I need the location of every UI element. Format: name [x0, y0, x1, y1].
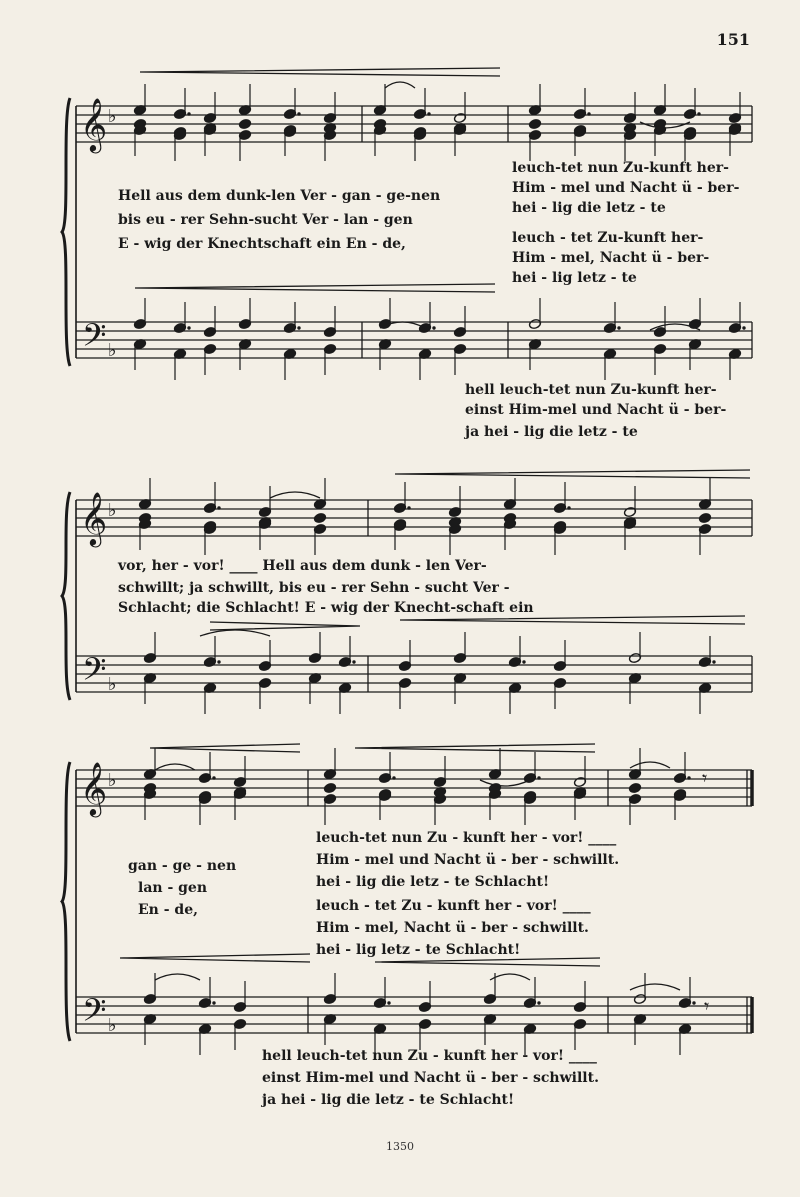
note-dot	[217, 660, 220, 663]
note-dot	[587, 112, 590, 115]
note-dot	[387, 1001, 390, 1004]
lyric-line: leuch - tet Zu - kunft her - vor! ____	[316, 898, 591, 914]
note-head	[313, 512, 326, 523]
lyric-line: Schlacht; die Schlacht! E - wig der Knecht-schaft ein	[118, 600, 534, 616]
lyric-line: bis eu - rer Sehn-sucht Ver - lan - gen	[118, 212, 413, 228]
bass-clef: 𝄢	[82, 992, 107, 1036]
note-dot	[212, 1001, 215, 1004]
slur	[155, 974, 200, 980]
note-dot	[522, 660, 525, 663]
lyric-line: Him - mel, Nacht ü - ber-	[512, 250, 710, 266]
note-dot	[617, 326, 620, 329]
slur	[630, 984, 680, 990]
slur	[490, 974, 530, 980]
bass-clef: 𝄢	[82, 651, 107, 695]
lyric-line: ja hei - lig die letz - te Schlacht!	[262, 1092, 515, 1108]
key-flat: ♭	[108, 674, 117, 695]
slur	[630, 762, 670, 768]
page-number: 151	[716, 30, 750, 49]
eighth-rest: 𝄾	[704, 994, 710, 1018]
note-head	[698, 512, 711, 523]
note-dot	[712, 660, 715, 663]
lyric-line: Him - mel, Nacht ü - ber - schwillt.	[316, 920, 589, 936]
note-dot	[297, 112, 300, 115]
hairpin	[140, 68, 500, 76]
note-dot	[432, 326, 435, 329]
bass-clef: 𝄢	[82, 317, 107, 361]
hairpin	[355, 744, 595, 752]
lyric-line: hei - lig letz - te	[512, 270, 637, 286]
note-dot	[687, 776, 690, 779]
lyric-line: einst Him-mel und Nacht ü - ber-	[465, 402, 727, 418]
slur	[270, 492, 320, 498]
key-flat: ♭	[108, 500, 117, 521]
note-head	[528, 118, 541, 129]
lyric-line: leuch-tet nun Zu-kunft her-	[512, 160, 729, 176]
system-brace	[62, 762, 70, 1041]
note-dot	[427, 112, 430, 115]
lyric-line: hell leuch-tet nun Zu - kunft her - vor! ____	[262, 1048, 597, 1064]
lyric-line: gan - ge - nen	[128, 858, 237, 874]
hairpin	[210, 622, 360, 630]
lyric-line: hei - lig letz - te Schlacht!	[316, 942, 521, 958]
note-dot	[392, 776, 395, 779]
note-dot	[567, 506, 570, 509]
lyric-line: hell leuch-tet nun Zu-kunft her-	[465, 382, 717, 398]
hairpin	[120, 954, 310, 962]
note-dot	[297, 326, 300, 329]
note-dot	[742, 326, 745, 329]
note-dot	[407, 506, 410, 509]
note-dot	[187, 326, 190, 329]
lyric-line: Hell aus dem dunk-len Ver - gan - ge-nen	[118, 188, 441, 204]
footer-code: 1350	[386, 1140, 414, 1153]
lyric-line: leuch-tet nun Zu - kunft her - vor! ____	[316, 830, 617, 846]
treble-clef: 𝄞	[80, 761, 108, 815]
note-dot	[212, 776, 215, 779]
hairpin	[150, 744, 300, 752]
hairpin	[135, 284, 495, 292]
treble-clef: 𝄞	[80, 491, 108, 545]
lyric-line: leuch - tet Zu-kunft her-	[512, 230, 704, 246]
note-head	[323, 782, 336, 793]
note-dot	[692, 1001, 695, 1004]
note-dot	[187, 112, 190, 115]
key-flat: ♭	[108, 770, 117, 791]
lyric-line: schwillt; ja schwillt, bis eu - rer Sehn - sucht Ver -	[118, 580, 510, 596]
slur	[200, 630, 270, 636]
lyric-line: lan - gen	[138, 880, 208, 896]
lyric-line: Him - mel und Nacht ü - ber - schwillt.	[316, 852, 620, 868]
note-dot	[217, 506, 220, 509]
lyric-line: En - de,	[138, 902, 198, 918]
lyric-line: E - wig der Knechtschaft ein En - de,	[118, 236, 406, 252]
slur	[480, 780, 530, 786]
note-dot	[697, 112, 700, 115]
slur	[385, 82, 415, 88]
lyric-line: Him - mel und Nacht ü - ber-	[512, 180, 740, 196]
treble-clef: 𝄞	[80, 97, 108, 151]
key-flat: ♭	[108, 340, 117, 361]
lyric-line: hei - lig die letz - te	[512, 200, 666, 216]
system-brace	[62, 98, 70, 366]
hairpin	[375, 958, 600, 966]
hairpin	[395, 470, 750, 478]
lyric-line: ja hei - lig die letz - te	[465, 424, 638, 440]
eighth-rest: 𝄾	[702, 766, 708, 790]
note-head	[628, 782, 641, 793]
lyric-line: hei - lig die letz - te Schlacht!	[316, 874, 550, 890]
note-dot	[537, 1001, 540, 1004]
key-flat: ♭	[108, 106, 117, 127]
note-dot	[352, 660, 355, 663]
slur	[155, 764, 195, 770]
hairpin	[400, 616, 745, 624]
key-flat: ♭	[108, 1015, 117, 1036]
note-head	[238, 118, 251, 129]
system-brace	[62, 492, 70, 700]
note-dot	[537, 776, 540, 779]
lyric-line: vor, her - vor! ____ Hell aus dem dunk - len Ver-	[118, 558, 487, 574]
lyric-line: einst Him-mel und Nacht ü - ber - schwillt.	[262, 1070, 599, 1086]
